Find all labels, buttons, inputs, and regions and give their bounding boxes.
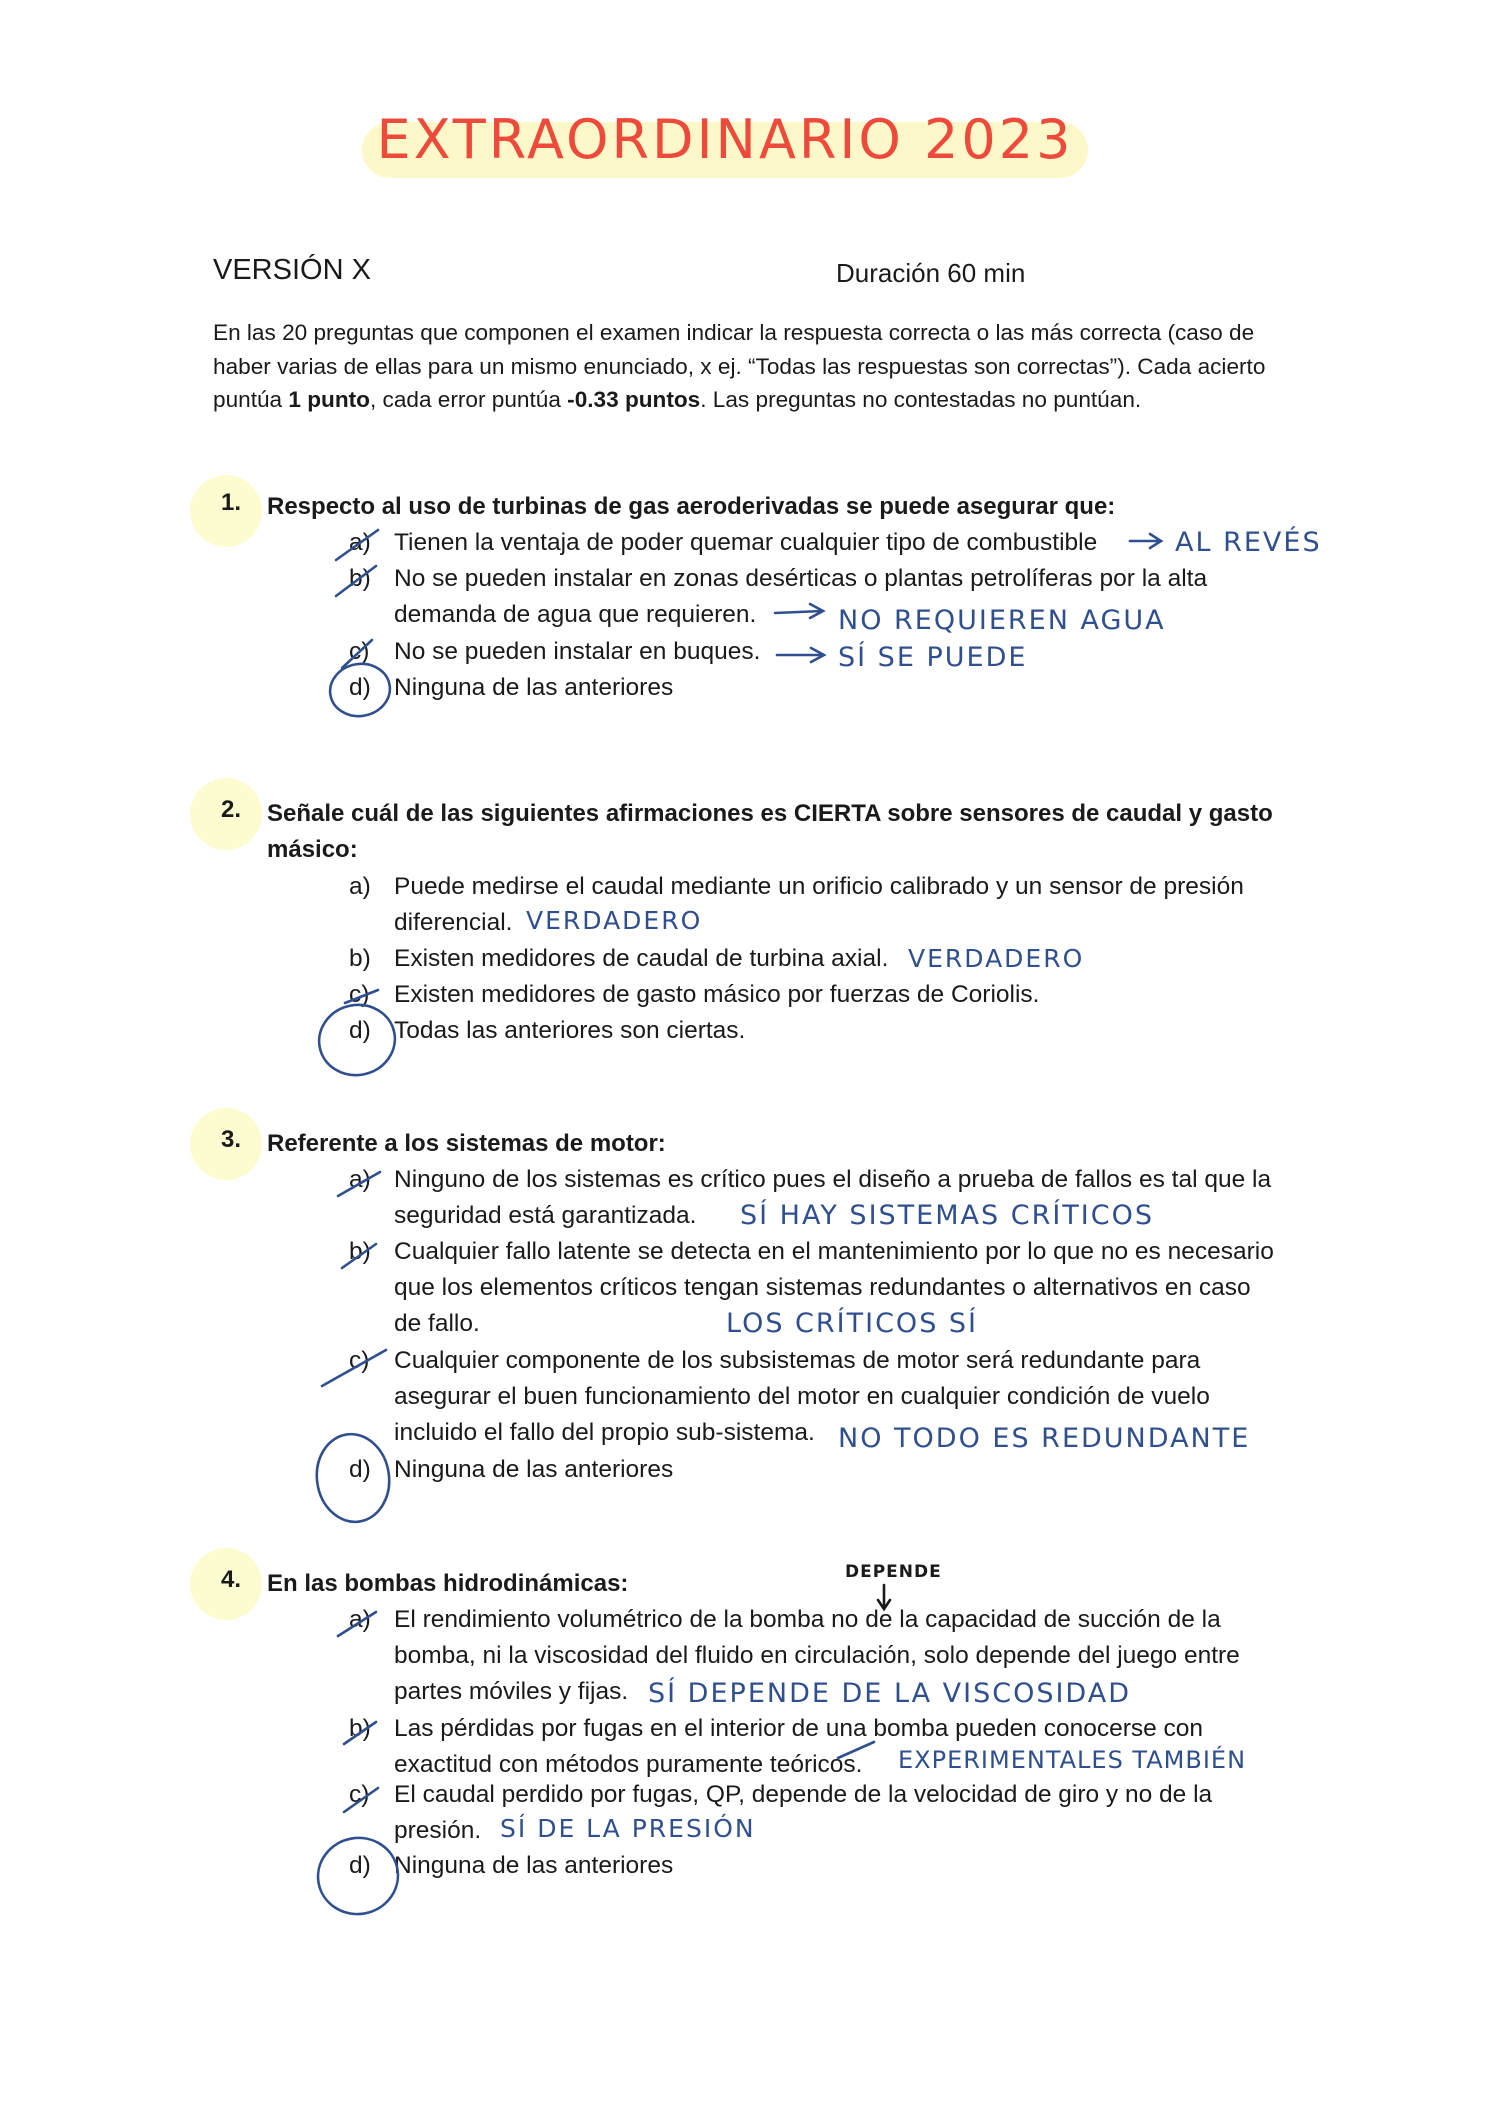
intro-bold-1: 1 punto xyxy=(288,387,370,412)
handwritten-note: NO REQUIEREN AGUA xyxy=(838,605,1166,636)
option-text: Ninguna de las anteriores xyxy=(394,1852,674,1879)
option-text: Ninguno de los sistemas es crítico pues el diseño a prueba de fallos es tal que la seguridad está garantizada. xyxy=(394,1166,1272,1229)
question-number: 2. xyxy=(221,796,242,823)
arrow-icon xyxy=(777,648,824,662)
page-title: EXTRAORDINARIO 2023 xyxy=(376,108,1074,171)
option-label: a) xyxy=(349,1606,371,1633)
handwritten-note: LOS CRÍTICOS SÍ xyxy=(726,1308,979,1339)
intro-bold-2: -0.33 puntos xyxy=(567,387,701,412)
intro-text-1: En las 20 preguntas que componen el examen indicar la respuesta correcta o las más correcta (caso de haber varias de ellas para un mismo enunciado, x ej. “Todas las respuestas son correctas”). Cada acierto puntúa xyxy=(213,320,1266,412)
option-text: Puede medirse el caudal mediante un orificio calibrado y un sensor de presión diferencial. xyxy=(394,873,1244,936)
handwritten-note: VERDADERO xyxy=(526,906,703,935)
option-label: b) xyxy=(349,1238,371,1265)
question-text: Referente a los sistemas de motor: xyxy=(267,1130,666,1157)
option-label: a) xyxy=(349,873,371,900)
option-label: c) xyxy=(349,1781,370,1808)
option-label: d) xyxy=(349,1456,371,1483)
option-text: Ninguna de las anteriores xyxy=(394,1456,674,1483)
option-text: Existen medidores de caudal de turbina axial. xyxy=(394,945,889,972)
handwritten-note-above: DEPENDE xyxy=(845,1562,942,1582)
intro-text-2: , cada error puntúa xyxy=(369,387,568,412)
option-label: c) xyxy=(349,981,370,1008)
option-label: d) xyxy=(349,1017,371,1044)
question-number: 4. xyxy=(221,1566,242,1593)
handwritten-note: NO TODO ES REDUNDANTE xyxy=(838,1423,1251,1454)
question-text: Respecto al uso de turbinas de gas aeroderivadas se puede asegurar que: xyxy=(267,493,1116,520)
option-text: El caudal perdido por fugas, QP, depende de la velocidad de giro y no de la presión. xyxy=(394,1781,1213,1844)
option-label: b) xyxy=(349,1715,371,1742)
handwritten-note: AL REVÉS xyxy=(1175,527,1322,558)
option-text: Cualquier componente de los subsistemas de motor será redundante para asegurar el buen funcionamiento del motor en cualquier condición de vuelo incluido el fallo del propio sub-sistema. xyxy=(394,1347,1210,1446)
duration-label: Duración 60 min xyxy=(836,258,1026,288)
option-label: d) xyxy=(349,1852,371,1879)
handwritten-note: SÍ DEPENDE DE LA VISCOSIDAD xyxy=(648,1678,1132,1709)
option-text: No se pueden instalar en zonas desérticas o plantas petrolíferas por la alta demanda de agua que requieren. xyxy=(394,565,1208,628)
option-label: c) xyxy=(349,1347,370,1374)
handwritten-note: SÍ SE PUEDE xyxy=(838,642,1028,673)
handwritten-note: SÍ HAY SISTEMAS CRÍTICOS xyxy=(740,1200,1154,1231)
option-label: c) xyxy=(349,638,370,665)
option-text: Todas las anteriores son ciertas. xyxy=(394,1017,746,1044)
instructions xyxy=(213,316,1293,417)
option-label: a) xyxy=(349,1166,371,1193)
option-text: El rendimiento volumétrico de la bomba no de la capacidad de succión de la bomba, ni la viscosidad del fluido en circulación, solo depende del juego entre partes móviles y fijas. xyxy=(394,1606,1240,1705)
handwritten-note: EXPERIMENTALES TAMBIÉN xyxy=(898,1746,1247,1774)
arrow-icon xyxy=(1130,534,1161,548)
question-text: Señale cuál de las siguientes afirmaciones es CIERTA sobre sensores de caudal y gasto másico: xyxy=(267,800,1273,863)
option-label: a) xyxy=(349,529,371,556)
question-number: 1. xyxy=(221,489,242,516)
option-label: d) xyxy=(349,674,371,701)
version-label: VERSIÓN X xyxy=(213,254,371,286)
option-text: Existen medidores de gasto másico por fuerzas de Coriolis. xyxy=(394,981,1040,1008)
option-text: Las pérdidas por fugas en el interior de una bomba pueden conocerse con exactitud con métodos puramente teóricos. xyxy=(394,1715,1204,1778)
option-text: No se pueden instalar en buques. xyxy=(394,638,761,665)
option-label: b) xyxy=(349,565,371,592)
question-number: 3. xyxy=(221,1126,242,1153)
option-text: Tienen la ventaja de poder quemar cualquier tipo de combustible xyxy=(394,529,1098,556)
option-label: b) xyxy=(349,945,371,972)
question-text: En las bombas hidrodinámicas: xyxy=(267,1570,629,1597)
handwritten-note: SÍ DE LA PRESIÓN xyxy=(500,1814,756,1843)
intro-text-3: . Las preguntas no contestadas no puntúan. xyxy=(700,387,1142,412)
option-text: Ninguna de las anteriores xyxy=(394,674,674,701)
handwritten-note: VERDADERO xyxy=(908,944,1085,973)
option-text: Cualquier fallo latente se detecta en el mantenimiento por lo que no es necesario que los elementos críticos tengan sistemas redundantes o alternativos en caso de fallo. xyxy=(394,1238,1274,1337)
